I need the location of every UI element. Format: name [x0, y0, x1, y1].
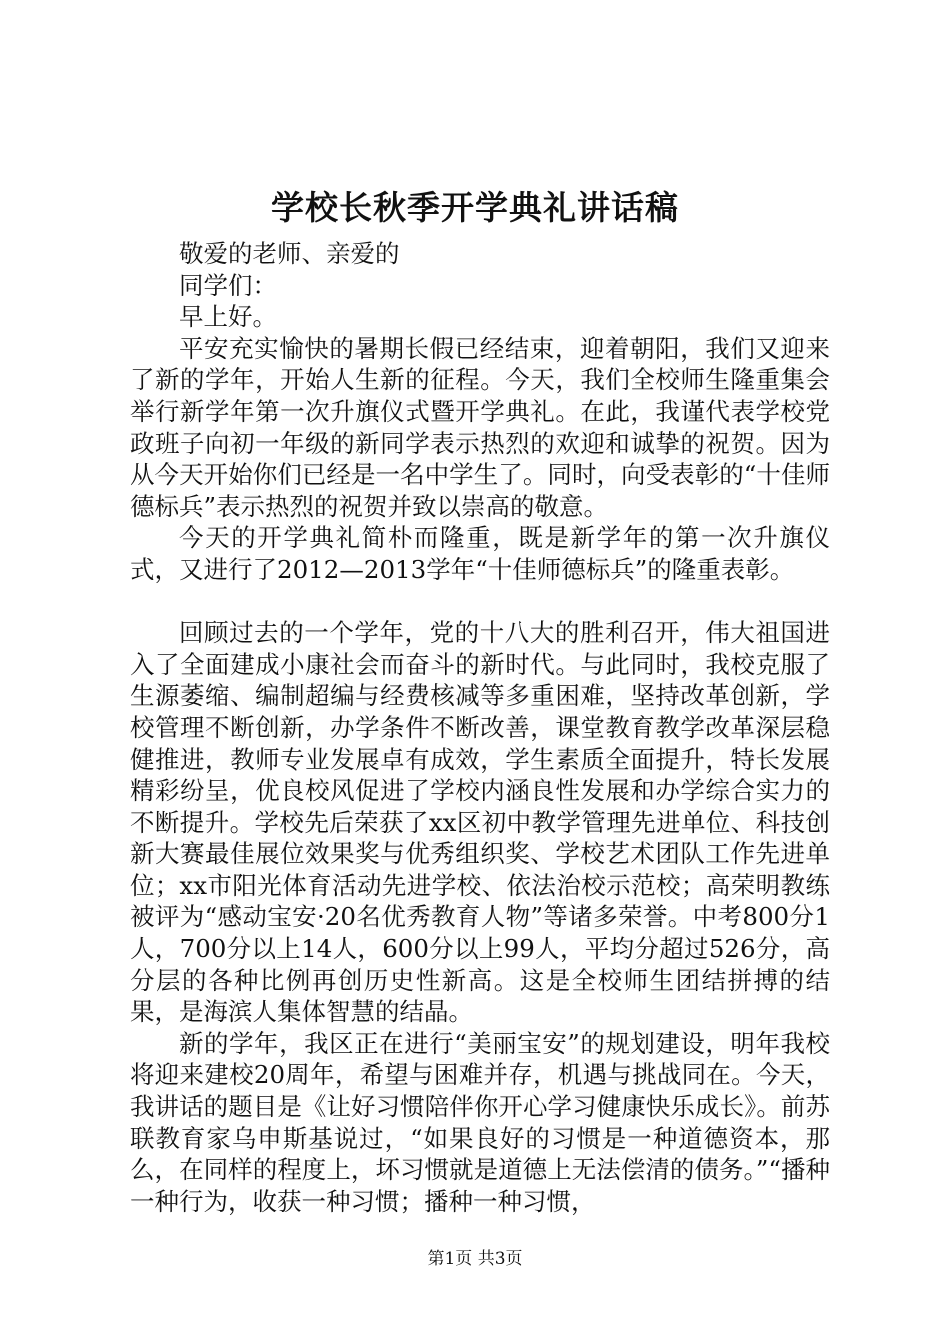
paragraph-spacer — [130, 586, 830, 618]
paragraph-3: 回顾过去的一个学年，党的十八大的胜利召开，伟大祖国进入了全面建成小康社会而奋斗的新时代。与此同时，我校克服了生源萎缩、编制超编与经费核减等多重困难，坚持改革创新，学校管理不断创新，办学条件不断改善，课堂教育教学改革深层稳健推进，教师专业发展卓有成效，学生素质全面提升，特长发展精彩纷呈，优良校风促进了学校内涵良性发展和办学综合实力的不断提升。学校先后荣获了xx区初中教学管理先进单位、科技创新大赛最佳展位效果奖与优秀组织奖、学校艺术团队工作先进单位；xx市阳光体育活动先进学校、依法治校示范校；高荣明教练被评为“感动宝安·20名优秀教育人物”等诸多荣誉。中考800分1人，700分以上14人，600分以上99人，平均分超过526分，高分层的各种比例再创历史性新高。这是全校师生团结拼搏的结果，是海滨人集体智慧的结晶。 — [130, 618, 830, 1027]
greeting-line-1: 敬爱的老师、亲爱的 — [179, 239, 400, 268]
greeting-line-2: 同学们： — [179, 270, 277, 300]
document-body — [130, 238, 830, 1217]
paragraph-1: 平安充实愉快的暑期长假已经结束，迎着朝阳，我们又迎来了新的学年，开始人生新的征程。今天，我们全校师生隆重集会举行新学年第一次升旗仪式暨开学典礼。在此，我谨代表学校党政班子向初一年级的新同学表示热烈的欢迎和诚挚的祝贺。因为从今天开始你们已经是一名中学生了。同时，向受表彰的“十佳师德标兵”表示热烈的祝贺并致以崇高的敬意。 — [130, 333, 830, 521]
paragraph-2: 今天的开学典礼简朴而隆重，既是新学年的第一次升旗仪式，又进行了2012—2013学年“十佳师德标兵”的隆重表彰。 — [130, 523, 830, 584]
greeting-line-3: 早上好。 — [179, 302, 277, 332]
page-number-footer: 第1页 共3页 — [427, 1249, 523, 1269]
document-title: 学校长秋季开学典礼讲话稿 — [271, 188, 679, 227]
paragraph-4: 新的学年，我区正在进行“美丽宝安”的规划建设，明年我校将迎来建校20周年，希望与困难并存，机遇与挑战同在。今天，我讲话的题目是《让好习惯陪伴你开心学习健康快乐成长》。前苏联教育家乌申斯基说过，“如果良好的习惯是一种道德资本，那么，在同样的程度上，坏习惯就是道德上无法偿清的债务。”“播种一种行为，收获一种习惯；播种一种习惯， — [130, 1028, 830, 1216]
